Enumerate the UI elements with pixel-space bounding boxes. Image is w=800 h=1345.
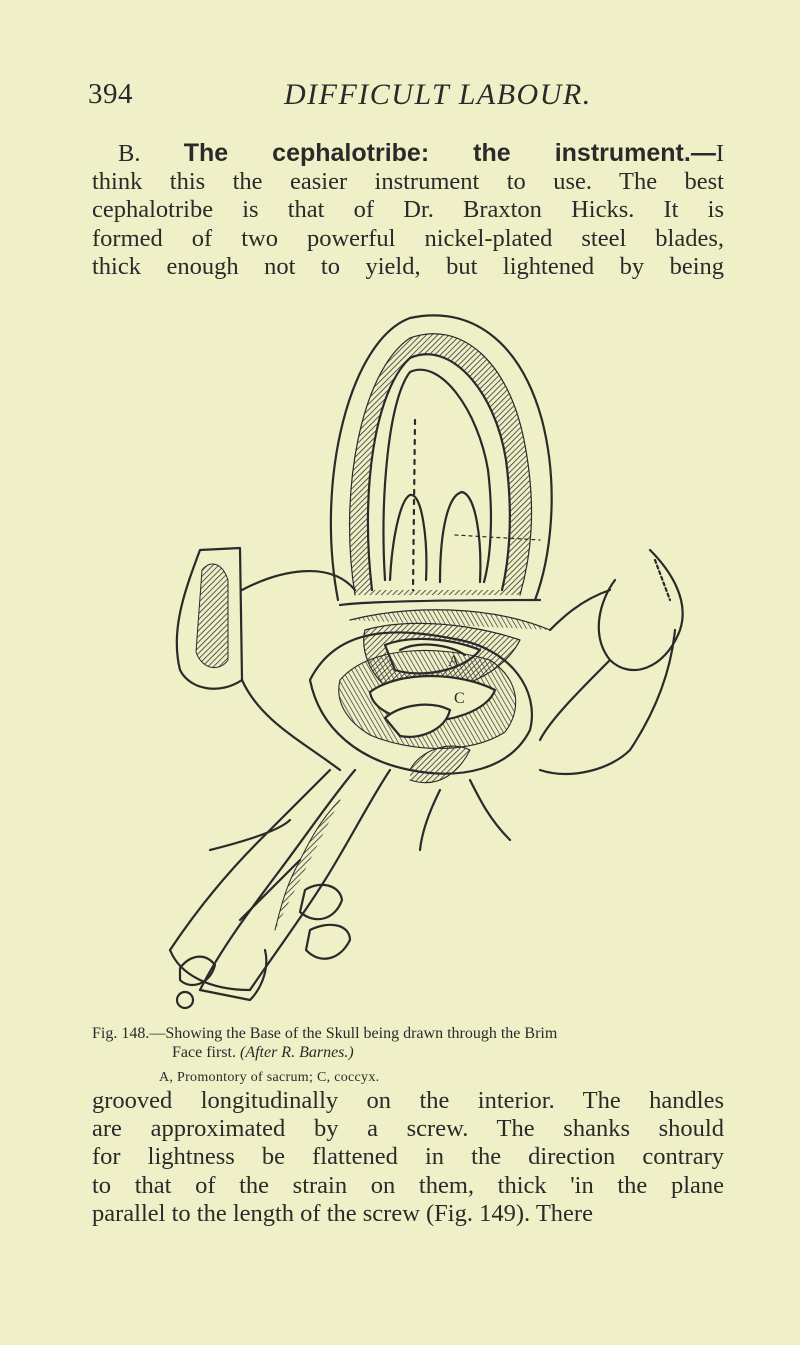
figure-label-c: C xyxy=(454,690,465,707)
section-paragraph xyxy=(92,139,724,281)
continuation-paragraph xyxy=(92,1087,724,1228)
caption-attribution: (After R. Barnes.) xyxy=(239,1044,354,1061)
caption-line: Fig. 148.—Showing the Base of the Skull being drawn through the Brim xyxy=(92,1025,558,1042)
paragraph-line: cephalotribe is that of Dr. Braxton Hicks. It is xyxy=(92,196,724,224)
paragraph-line: grooved longitudinally on the interior. The handles xyxy=(92,1087,724,1114)
paragraph-line: think this the easier instrument to use. The best xyxy=(92,168,724,196)
page-header xyxy=(88,70,728,114)
paragraph-line-text: I xyxy=(715,140,725,167)
section-heading: The cephalotribe: the instrument.— xyxy=(183,139,716,167)
paragraph-line: for lightness be flattened in the direction contrary xyxy=(92,1143,724,1171)
caption-legend: A, Promontory of sacrum; C, coccyx. xyxy=(159,1070,380,1085)
paragraph-line: are approximated by a screw. The shanks should xyxy=(92,1115,724,1143)
paragraph-line: parallel to the length of the screw (Fig. 149). There xyxy=(92,1199,593,1227)
running-title: DIFFICULT LABOUR. xyxy=(284,78,592,111)
page-number: 394 xyxy=(88,78,133,110)
caption-text: Face first. xyxy=(172,1044,236,1061)
figure-caption xyxy=(92,1024,724,1087)
figure-label-a: A xyxy=(448,653,460,670)
paragraph-line: to that of the strain on them, thick 'in the plane xyxy=(92,1171,724,1199)
caption-line xyxy=(92,1043,724,1062)
paragraph-line xyxy=(92,139,724,168)
figure-illustration xyxy=(110,300,720,1020)
paragraph-line: formed of two powerful nickel-plated steel blades, xyxy=(92,224,724,252)
section-letter: B. xyxy=(118,140,141,167)
cephalotribe-skull-diagram xyxy=(110,300,720,1020)
paragraph-line: thick enough not to yield, but lightened by being xyxy=(92,252,724,280)
